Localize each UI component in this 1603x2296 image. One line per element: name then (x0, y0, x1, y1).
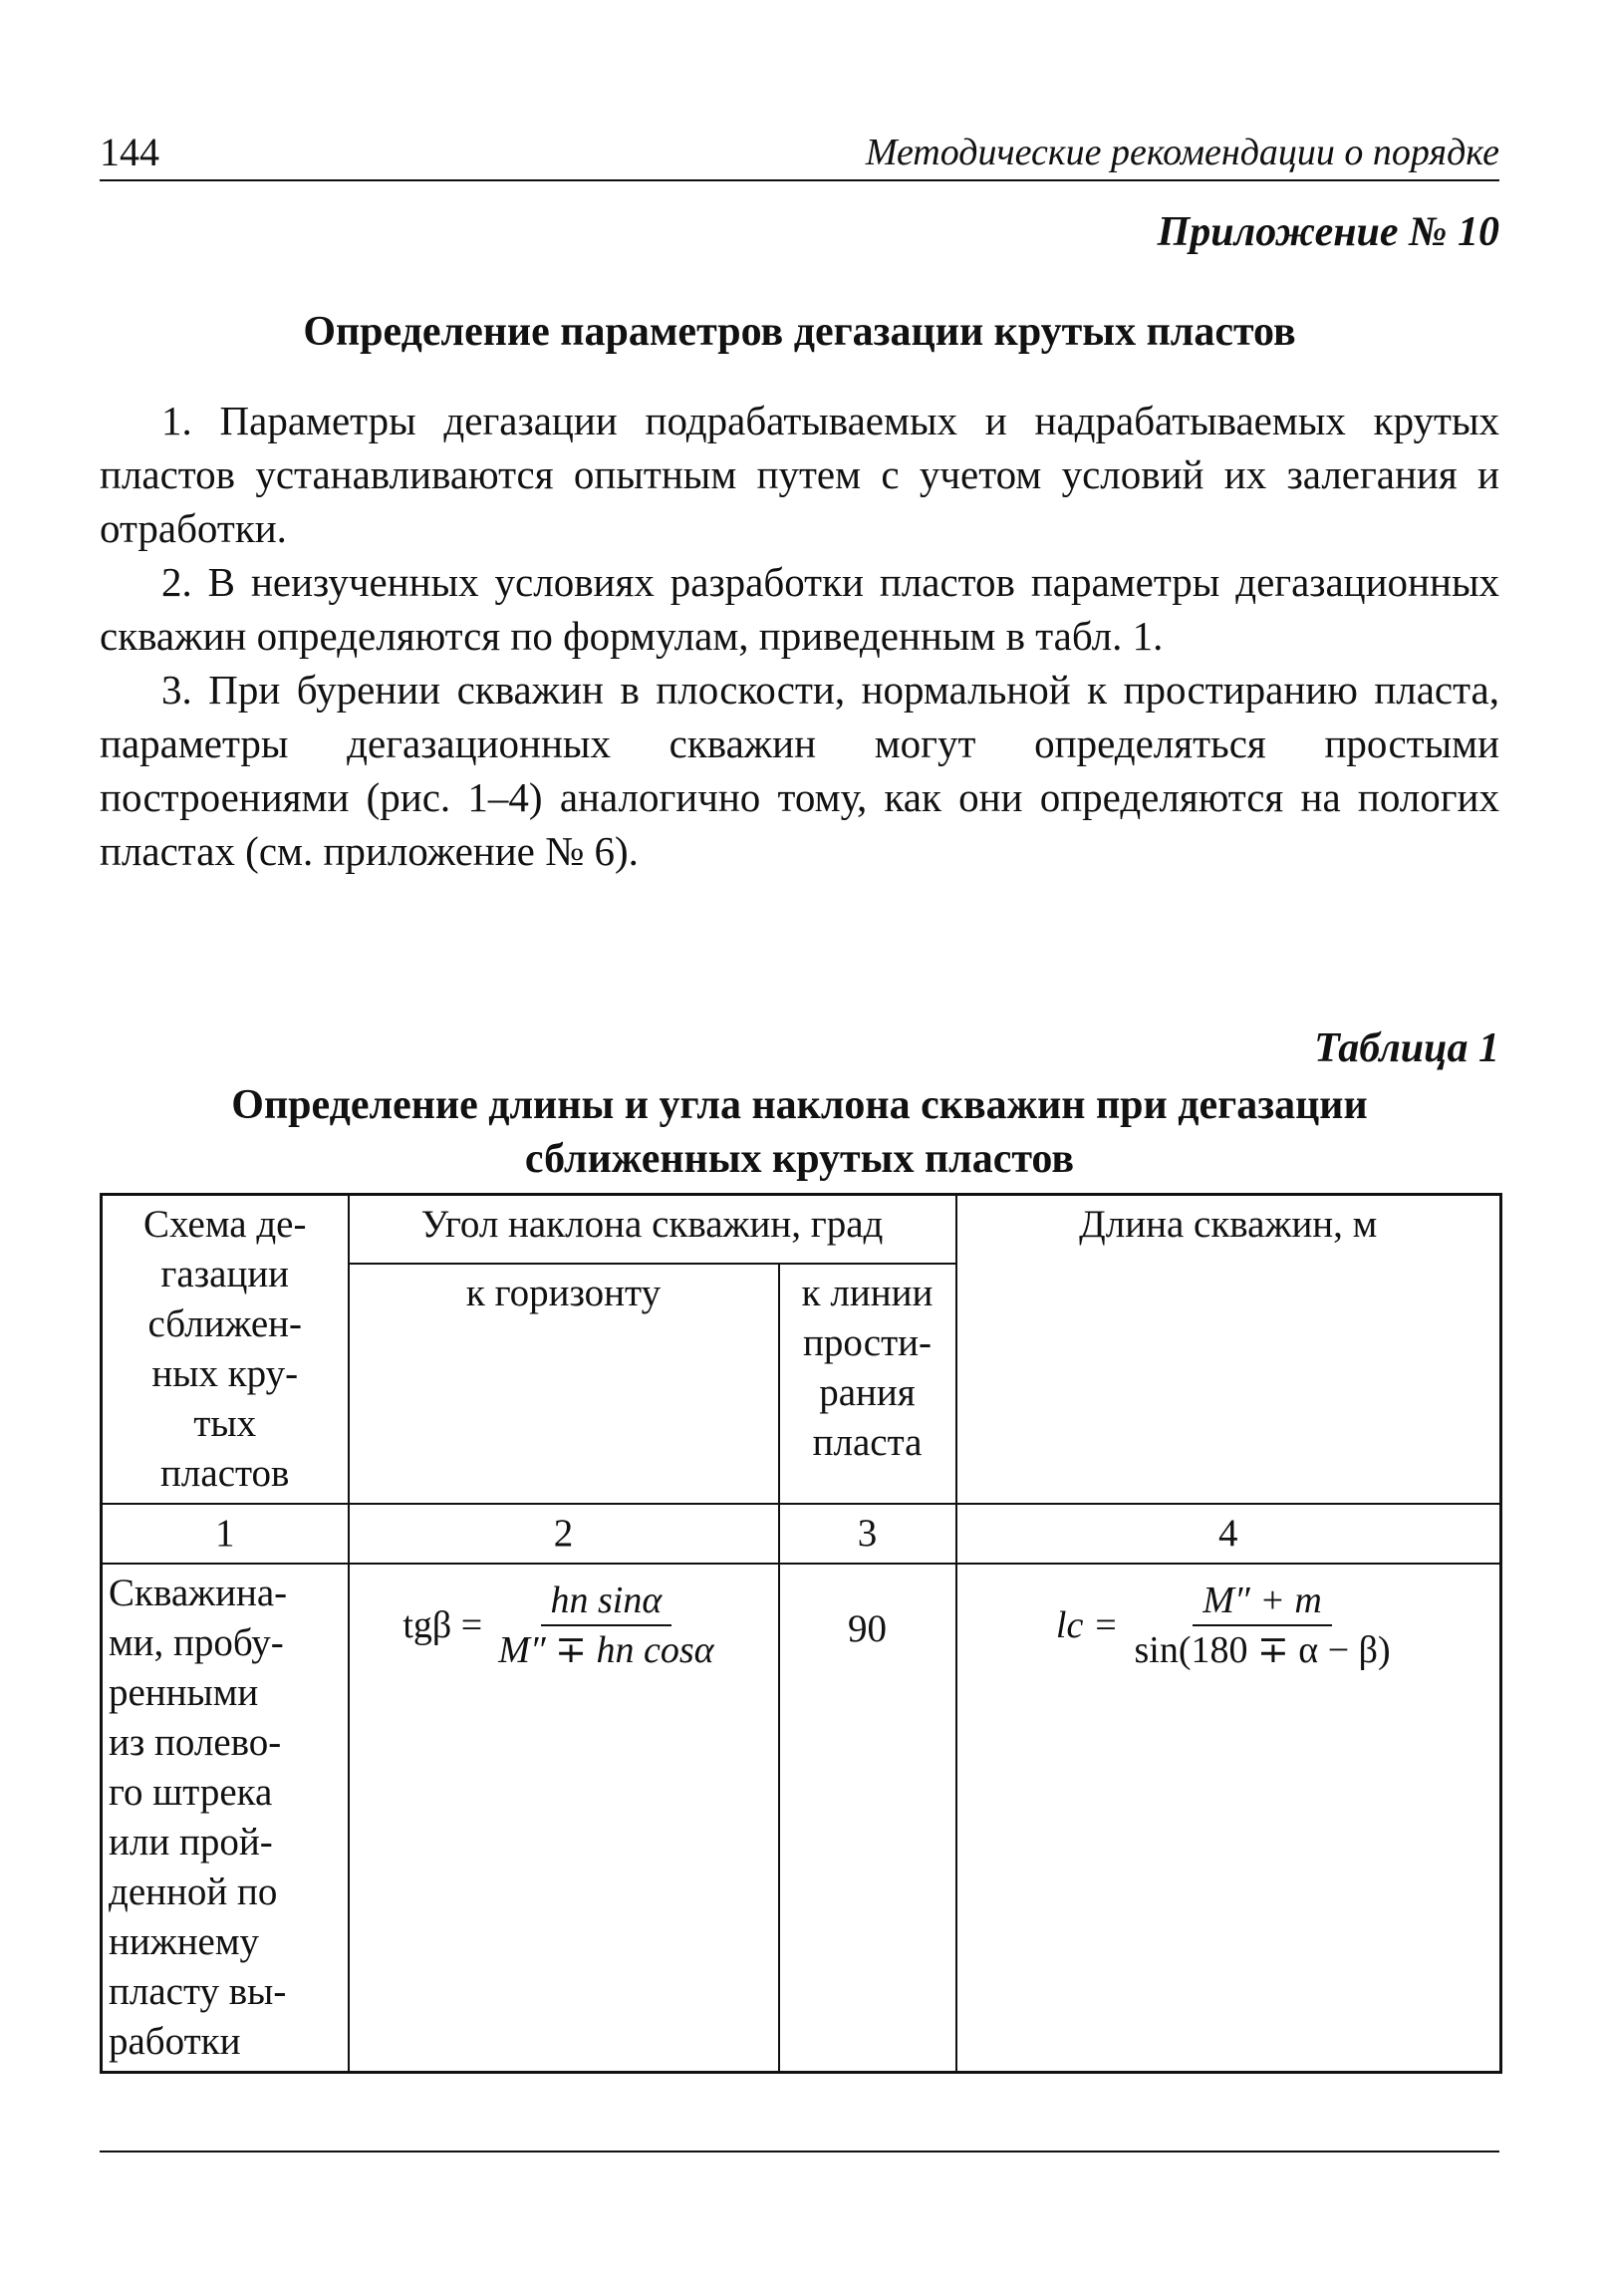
header-horizon: к горизонту (349, 1264, 779, 1504)
row-scheme-line: ренными (109, 1671, 259, 1714)
header-strike (779, 1264, 956, 1504)
bottom-rule (100, 2151, 1499, 2152)
table-number-row (102, 1504, 1501, 1564)
row-horizon-angle (349, 1564, 779, 2073)
horizon-angle-formula (402, 1578, 723, 1672)
header-scheme-line: газации (160, 1253, 290, 1295)
row-scheme-line: ми, пробу- (109, 1621, 284, 1664)
row-scheme-line: нижнему (109, 1920, 260, 1963)
row-strike-angle (779, 1564, 956, 2073)
row-scheme-line: денной по (109, 1870, 278, 1913)
length-formula (1056, 1578, 1401, 1672)
formula-fraction (488, 1578, 723, 1672)
header-scheme-line: тых (193, 1402, 257, 1445)
header-scheme-line: пластов (160, 1452, 290, 1495)
row-scheme-line: пласту вы- (109, 1970, 287, 2013)
col-number-1: 1 (102, 1504, 349, 1564)
row-scheme-line: работки (109, 2020, 241, 2063)
col-number-2: 2 (349, 1504, 779, 1564)
row-scheme-line: или прой- (109, 1821, 273, 1864)
table-header-row-1 (102, 1195, 1501, 1264)
header-strike-line: прости- (802, 1320, 933, 1364)
running-head (100, 128, 1499, 181)
table-label: Таблица 1 (1314, 1025, 1499, 1071)
paragraph-3: 3. При бурении скважин в плоскости, нормальной к простиранию пласта, параметры дегазационных скважин могут определяться простыми построениями (рис. 1–4) аналогично тому, как они определяются на пологих пластах (см. приложение № 6). (100, 667, 1499, 874)
row-length (956, 1564, 1501, 2073)
table-title (100, 1078, 1499, 1186)
paragraph-2: 2. В неизученных условиях разработки пластов параметры дегазационных скважин определяются по формулам, приведенным в табл. 1. (100, 559, 1499, 659)
header-angle: Угол наклона скважин, град (349, 1195, 956, 1264)
strike-angle-value: 90 (848, 1607, 887, 1650)
row-scheme (102, 1564, 349, 2073)
row-scheme-line: го штрека (109, 1771, 273, 1814)
header-strike-line: рания (819, 1370, 916, 1414)
header-scheme-line: ных кру- (151, 1352, 299, 1395)
col-number-4: 4 (956, 1504, 1501, 1564)
table-title-line-1: Определение длины и угла наклона скважин при дегазации (231, 1082, 1368, 1128)
col-number-3: 3 (779, 1504, 956, 1564)
row-scheme-line: из полево- (109, 1721, 282, 1764)
table-title-line-2: сближенных крутых пластов (524, 1136, 1075, 1182)
page-number: 144 (100, 130, 159, 174)
document-page (100, 0, 1499, 2296)
formula-numerator: hп sinα (541, 1578, 672, 1626)
formula-numerator: M″ + m (1193, 1578, 1332, 1626)
table-row (102, 1564, 1501, 2073)
header-length: Длина скважин, м (956, 1195, 1501, 1505)
appendix-label: Приложение № 10 (1157, 209, 1499, 255)
formula-denominator: sin(180 ∓ α − β) (1134, 1629, 1391, 1671)
header-scheme-line: Схема де- (143, 1203, 307, 1246)
parameters-table (100, 1193, 1502, 2074)
header-strike-line: к линии (801, 1271, 934, 1314)
header-strike-line: пласта (812, 1420, 923, 1464)
formula-lhs: lс = (1055, 1604, 1119, 1646)
running-title: Методические рекомендации о порядке (865, 132, 1499, 173)
paragraph-1: 1. Параметры дегазации подрабатываемых и надрабатываемых крутых пластов устанавливаются опытным путем с учетом условий их залегания и отработки. (100, 398, 1499, 551)
formula-fraction (1124, 1578, 1400, 1672)
formula-lhs: tgβ = (402, 1604, 483, 1646)
row-scheme-line: Скважина- (109, 1572, 288, 1614)
body-text (100, 394, 1499, 878)
formula-denominator: M″ ∓ hп cosα (498, 1629, 714, 1671)
header-scheme (102, 1195, 349, 1505)
section-title: Определение параметров дегазации крутых пластов (303, 309, 1296, 355)
header-scheme-line: сближен- (147, 1302, 303, 1345)
